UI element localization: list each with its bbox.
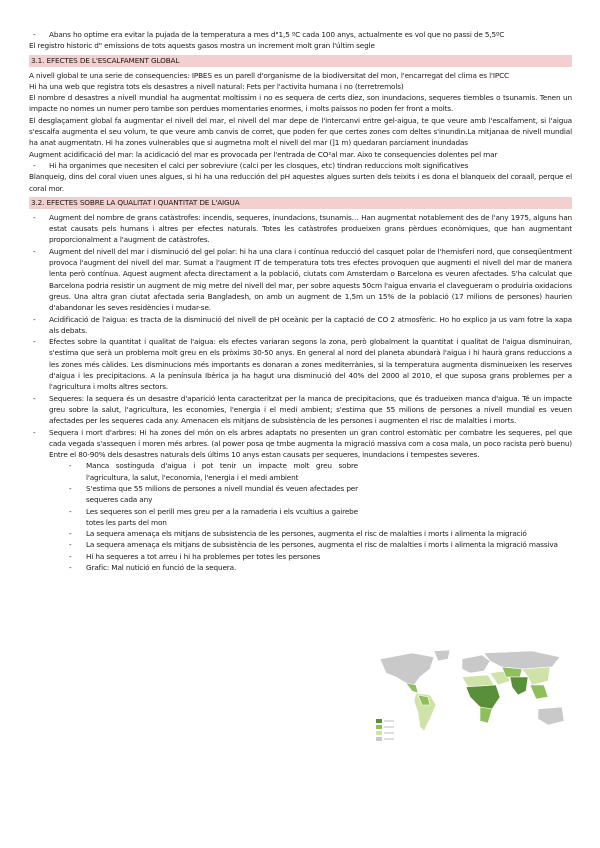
intro-list [29,29,572,40]
sub-list-item: - Hi ha sequeres a tot arreu i hi ha problemes per totes les persones [66,551,572,562]
sub-list-item: - La sequera amenaça els mitjans de subsistència de les persones, augmenta el risc de malalties i morts i alimenta la migració massiva [66,539,572,550]
legend-swatch-1 [376,719,382,723]
section1-list [29,160,572,171]
legend-swatch-3 [376,731,382,735]
sub-list-item: - S'estima que 55 milions de persones a nivell mundial és veuen afectades per sequeres cada any [66,483,358,506]
paragraph: El registro historic d" emissions de tots aquests gasos mostra un increment molt gran l'últim segle [29,41,375,51]
sub-list-item: - Les sequeres son el perill mes greu per a la ramaderia i els vcultius a gairebe totes les parts del mon [66,506,358,529]
paragraph: El desglaçament global fa augmentar el nivell del mar, el nivell del mar depe de l'intercanvi entre gel-aigua, te que veure amb l'escalfament, si l'aigua s'escalfa augmenta el seu volum, te que veure amb canvis de corret, que poden fer que certes zones com deltes s'inundin.La mitjanaa de nivell mundial ha anat augmentatn. Hi ha zones vulnerables que si augmetna molt el nivell del mar (]1 m) quedaran parciament inundadas [29,115,572,148]
section-heading-3-2: 3.2. EFECTES SOBRE LA QUALITAT I QUANTITAT DE L'AIGUA [29,197,572,209]
legend-swatch-4 [376,737,382,741]
sub-list-item: - Grafic: Mal nutició en funció de la sequera. [66,562,572,573]
list-item: - Sequeres: la sequera és un desastre d'aparició lenta caracteritzat per la manca de precipitacions, que és tradueixen manca d'aigua. Té un impacte greu sobre la salut, l'agricultura, les economies, l'energia i el medi ambient; s'estima que 55 milions de persones a nivell mundial es veuen afectades per les sequeres cada any. Amenacen els mitjans de subsistència de les persones i augmenten el risc de malalties i morts. [29,393,572,427]
section2-list [29,212,572,461]
legend-swatch-2 [376,725,382,729]
list-item: - Augment del nivell del mar i disminució del gel polar: hi ha una clara i contínua reducció del casquet polar de l'hemisferi nord, que conseqüentment provoca l'augment del nivell del mar. Sumat a l'augment IT de temperatura tots tres efectes provoquen que augmenti el nivell del mar de manera lenta però contínua. Aquest augment afecta directament a la població, ciutats com Amsterdam o Barcelona es veuren afectades. S'ha calculat que Barcelona podria resistir un augment de mig metre del nivell del mar, per sobre aquests 50cm l'aigua envaria el clavegueram o produiria oxidacions greus. Una altra gran ciutat afectada seria Bangladesh, on amb un augment de 1,5m un 15% de la població (17 milions de persones) haurien d'abandonar les seves residències i mudar-se. [29,246,572,314]
malnutrition-world-map [372,647,570,747]
list-item: - Sequera i mort d'arbres: Hi ha zones del món on els arbres adaptats no presenten un gran control estomàtic per combatre les sequeres, pel que cada vegada s'assequen i moren més arbres. (al power posa qe tmbe augmenta la migració massiva com a cosa mala, un poco racista però buenu) Entre el 80-90% dels desastres naturals dels últims 10 anys estan causats per sequeres, inundacions i tempestes severes. [29,427,572,461]
paragraph: Blanqueig, dins del coral viuen unes algues, si hi ha una reducción del pH aquestes algues surten dels teixits i es dona el blanqueix del coraall, perque el coral mor. [29,172,572,193]
world-map-figure [372,647,570,747]
list-item: - Hi ha organimes que necesiten el calci per sobreviure (calci per les closques, etc) tindran reduccions molt significatives [29,160,572,171]
paragraph: Augment acidificació del mar: la acidicació del mar es provocada per l'entrada de CO²al mar. Aixo te consequencies dolentes pel mar [29,149,498,159]
paragraph: Hi ha una web que registra tots els desastres a nivell natural: Fets per l'activita humana i no (terretremols) [29,81,404,91]
sub-list [66,460,572,573]
sub-list-item: - Manca sostinguda d'aigua i pot tenir un impacte molt greu sobre l'agricultura, la salut, l'economia, l'energia i el medi ambient [66,460,358,483]
paragraph: A nivell global te una serie de consequencies: IPBES es un parell d'organisme de la biodiversitat del mon, l'encarregat del clima es l'IPCC [29,70,509,80]
list-item: - Acidificació de l'aigua: es tracta de la disminució del nivell de pH oceànic per la captació de CO 2 atmosfèric. Ho ho explico ja us vam fotre la xapa als debats. [29,314,572,337]
list-item: - Augment del nombre de grans catàstrofes: incendis, sequeres, inundacions, tsunamis… Han augmentat notablement des de l'any 1975, alguns han estat causats pels humans i altres per efectes naturals. Totes les catàstrofes produeixen grans pèrdues econòmiques, que han augmentant proporcionalment a l'augment de catàstrofes. [29,212,572,246]
list-item: - Efectes sobre la quantitat i qualitat de l'aigua: els efectes variaran segons la zona, però globalment la quantitat i qualitat de l'aigua disminuiran, s'estima que serà un problema molt greu en els pròxims 30-50 anys. En general al nord del planeta abundarà l'aigua i hi haurà grans reduccions a les zones més càlides. Les disminucions més importants es donaran a zones mediterrànies, si la temperatura augmenta disminueixen les reserves d'aigua i les precipitacions. A la península Ibèrica ja ha hagut una disminució del 40% del 2000 al 2010, el que suposa grans problemes per a l'agricultura i molts altres sectors. [29,336,572,392]
sub-list-item: - La sequera amenaça els mitjans de subsistencia de les persones, augmenta el risc de malalties i morts i alimenta la migració [66,528,572,539]
list-item: - Abans ho optime era evitar la pujada de la temperatura a mes d"1,5 ºC cada 100 anys, actualmente es vol que no passi de 5,5ºC [29,29,572,40]
section-heading-3-1: 3.1. EFECTES DE L'ESCALFAMENT GLOBAL [29,55,572,67]
paragraph: El nombre d desastres a nivell mundial ha augmentat moltissim i no es sequera de certs diez, son inundacions, sequeres tiembles o tsunamis. Tenen un impacte no nomes un numer pero tambe son perdues momentaries enormes, i molts paissos no poden fer front a molts. [29,93,572,114]
